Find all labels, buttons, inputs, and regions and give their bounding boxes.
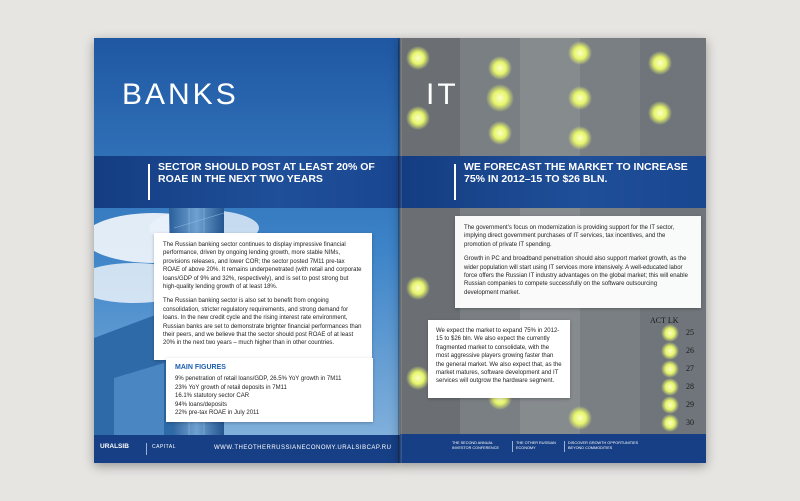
footer-item-conference: THE SECOND ANNUAL INVESTOR CONFERENCE (452, 441, 499, 450)
footer-item-economy: THE OTHER RUSSIAN ECONOMY (516, 441, 556, 450)
right-page (400, 38, 706, 463)
headline-band (400, 156, 706, 208)
intro-text-box (455, 216, 701, 308)
port-number: 26 (686, 346, 694, 355)
main-figures-box (166, 358, 373, 422)
port-number: 30 (686, 418, 694, 427)
headline: WE FORECAST THE MARKET TO INCREASE 75% IN 2012–15 TO $26 BLN. (464, 161, 688, 185)
port-number: 29 (686, 400, 694, 409)
headline-bar (148, 164, 150, 200)
figure-item: 9% penetration of retail loans/GDP, 26.5% YoY growth in 7M11 (175, 376, 342, 383)
paragraph: The government’s focus on modernization is providing support for the IT sector, implying direct government purchases of IT services, tax incentives, and the promotion of private IT spending. (464, 225, 675, 248)
section-title: BANKS (122, 78, 239, 111)
paragraph: We expect the market to expand 75% in 2012-15 to $26 bln. We also expect the currently fragmented market to consolidate, with the most aggressive players growing faster than the general market. We also expect that, as the market matures, software development and IT services will outgrow the hardware segment. (436, 328, 562, 385)
website-url[interactable]: WWW.THEOTHERRUSSIANECONOMY.URALSIBCAP.RU (214, 445, 392, 451)
section-title: IT (426, 78, 459, 111)
right-footer (400, 434, 706, 463)
main-figures-heading: MAIN FIGURES (175, 364, 226, 371)
headline-bar (454, 164, 456, 200)
port-number: 27 (686, 364, 694, 373)
footer-divider (512, 441, 513, 452)
act-lk-label: ACT LK (650, 316, 679, 325)
intro-text-box (154, 233, 372, 360)
forecast-text-box (428, 320, 570, 398)
figure-item: 94% loans/deposits (175, 401, 228, 408)
footer-divider (564, 441, 565, 452)
paragraph: The Russian banking sector is also set to benefit from ongoing consolidation, stricter regulatory requirements, and strong demand for loans. In the new credit cycle and the rising interest rate environment, Russian banks are set to demonstrate brighter financial performances than their peers, and we believe that the sector should post ROAE of at least 20% in the next two years – much higher than in other countries. (163, 298, 362, 347)
paragraph: The Russian banking sector continues to display impressive financial performance, driven by ongoing lending growth, more stable NIMs, provisions releases, and lower COR; the sector posted 7M11 pre-tax ROAE of above 20%. It remains underpenetrated (with retail and corporate loans/GDP of 9% and 32%, respectively), and is set to post strong but high-quality lending growth of at least 18%. (163, 242, 362, 291)
headline-band (94, 156, 400, 208)
headline: SECTOR SHOULD POST AT LEAST 20% OF ROAE IN THE NEXT TWO YEARS (158, 161, 375, 185)
uralsib-logo: URALSIB (100, 443, 129, 450)
port-number: 28 (686, 382, 694, 391)
paragraph: Growth in PC and broadband penetration should also support market growth, as the wider population will start using IT services more intensively. A well-educated labor force offers the Russian IT industry advantages on the global market; this will enable Russian companies to compete successfully on the software outsourcing development market. (464, 256, 688, 296)
left-footer (94, 435, 400, 463)
figure-item: 22% pre-tax ROAE in July 2011 (175, 410, 260, 417)
figure-item: 23% YoY growth of retail deposits in 7M11 (175, 384, 287, 391)
logo-divider (146, 443, 147, 455)
figure-item: 16.1% statutory sector CAR (175, 393, 250, 400)
port-number: 25 (686, 328, 694, 337)
footer-item-growth: DISCOVER GROWTH OPPORTUNITIES BEYOND COMMODITIES (568, 441, 639, 450)
logo-capital: CAPITAL (152, 444, 176, 450)
book-spine (398, 38, 402, 463)
left-page (94, 38, 400, 463)
